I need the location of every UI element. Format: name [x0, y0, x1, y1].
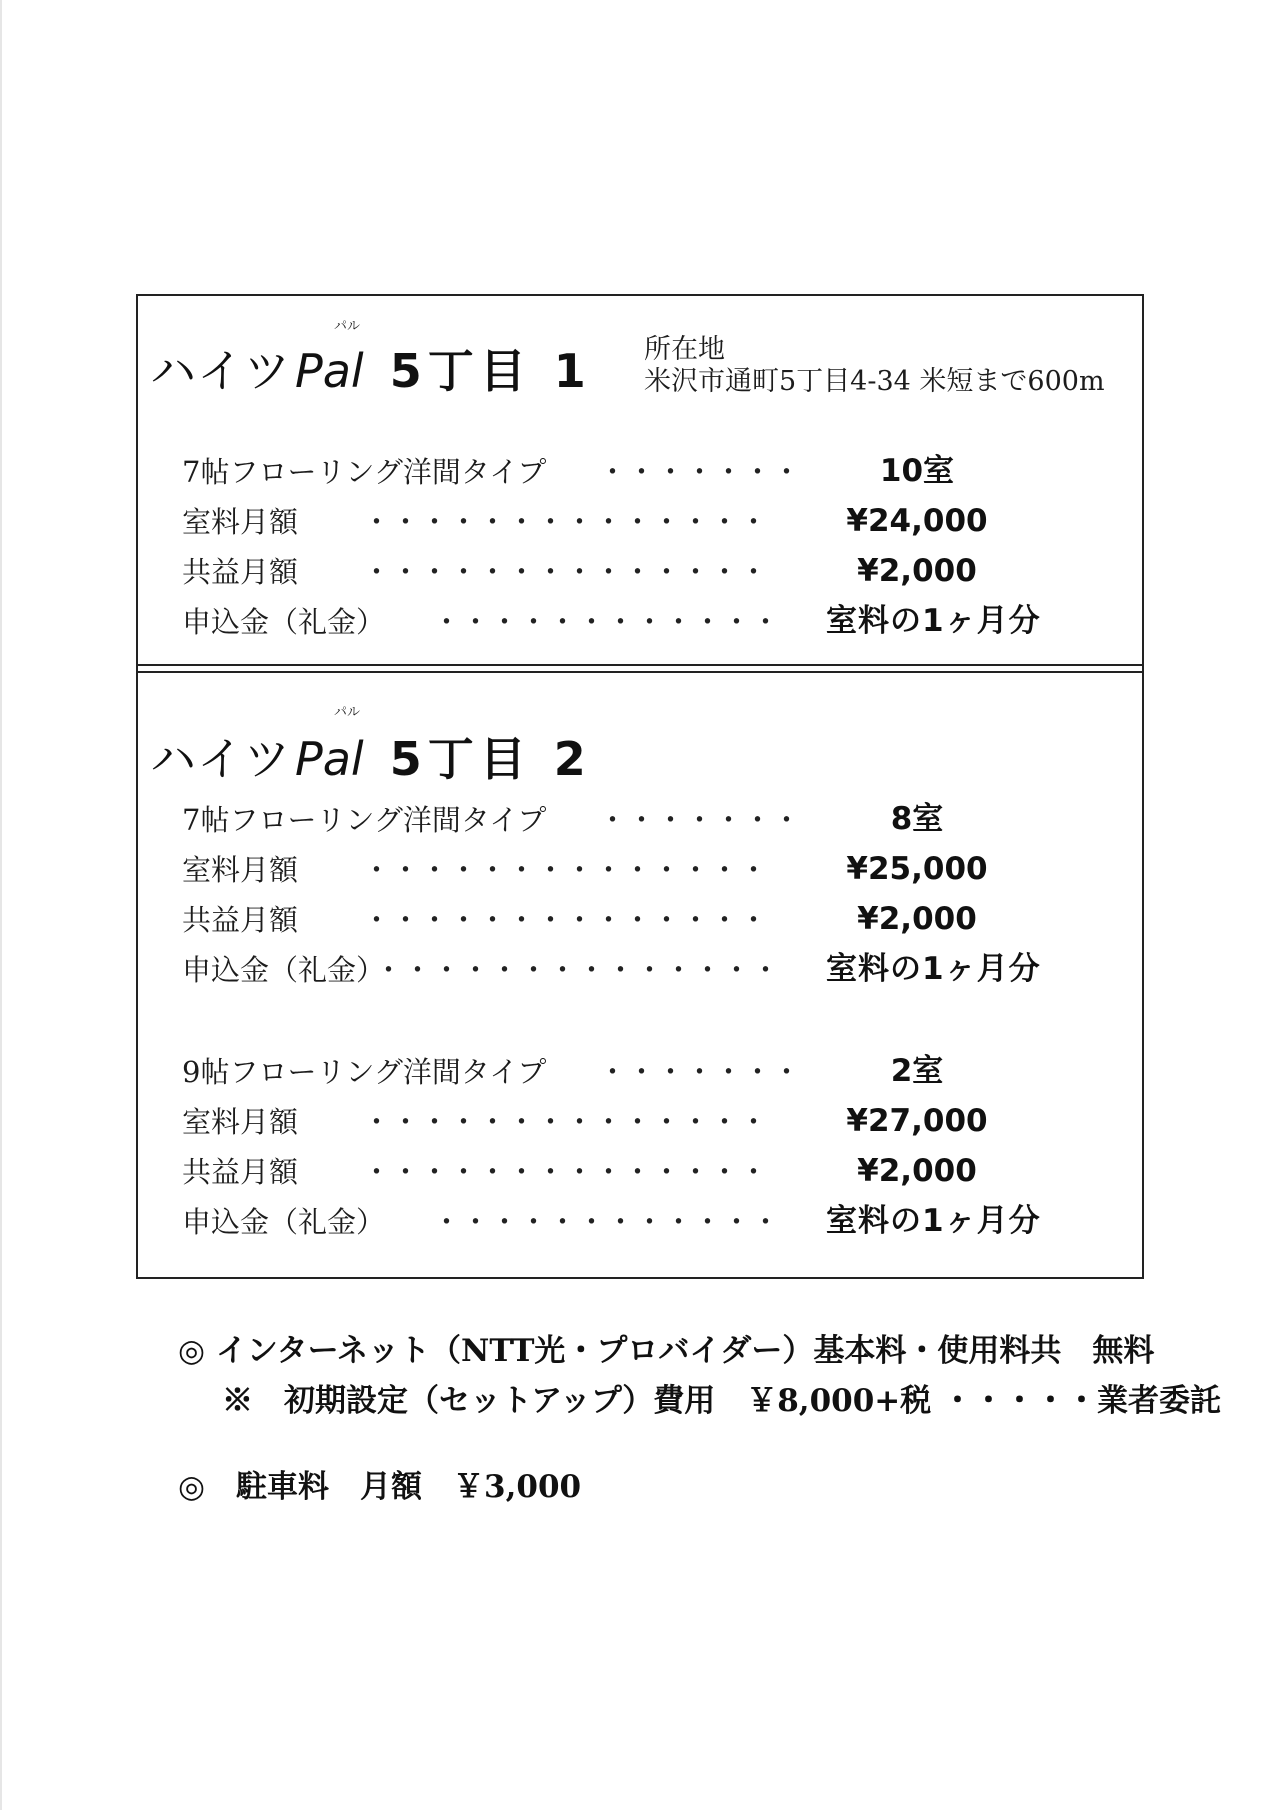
building-2-row-deposit-7: [138, 948, 1146, 992]
row-label: 申込金（礼金）: [182, 605, 386, 639]
row-label: 室料月額: [182, 1105, 299, 1139]
section-divider: [138, 664, 1142, 673]
building-1-pal: Pal: [295, 344, 364, 398]
row-value: 2室: [890, 1053, 944, 1089]
row-label: 共益月額: [182, 903, 299, 937]
row-leader: ・・・・・・・・・・・・・・: [362, 1155, 769, 1189]
listing-box: [136, 294, 1144, 1279]
row-leader: ・・・・・・・: [598, 455, 802, 489]
building-1-name: ハイツ: [150, 344, 291, 398]
row-leader: ・・・・・・・・・・・・・・: [362, 853, 769, 887]
row-leader: ・・・・・・・・・・・・: [432, 1205, 781, 1239]
row-leader: ・・・・・・・・・・・・・・: [362, 505, 769, 539]
row-label: 9帖フローリング洋間タイプ: [182, 1055, 547, 1089]
location-label: 所在地: [644, 334, 725, 365]
internet-note: ◎ インターネット（NTT光・プロバイダー）基本料・使用料共 無料: [178, 1333, 1155, 1369]
row-value: ¥24,000: [846, 503, 988, 539]
building-2-block: 5丁目 2: [389, 732, 592, 786]
row-value: ¥2,000: [857, 553, 977, 589]
building-2-row-rent-7: [138, 848, 1146, 892]
row-value: ¥25,000: [846, 851, 988, 887]
building-2-title: [150, 732, 592, 786]
row-leader: ・・・・・・・・・・・・・・: [362, 555, 769, 589]
building-2-row-type-9: [138, 1050, 1146, 1094]
building-2-row-common-7: [138, 898, 1146, 942]
building-1-block: 5丁目 1: [389, 344, 592, 398]
parking-note: ◎ 駐車料 月額 ￥3,000: [178, 1469, 582, 1505]
row-value: 室料の1ヶ月分: [826, 1203, 1041, 1239]
row-label: 申込金（礼金）: [182, 953, 386, 987]
location-address: 米沢市通町5丁目4-34 米短まで600m: [644, 366, 1105, 397]
row-value: ¥2,000: [857, 1153, 977, 1189]
row-value: ¥27,000: [846, 1103, 988, 1139]
row-leader: ・・・・・・・・・・・・: [432, 605, 781, 639]
building-2-name: ハイツ: [150, 732, 291, 786]
building-1-title: [150, 344, 592, 398]
page-edge: [0, 0, 2, 1810]
row-leader: ・・・・・・・・・・・・・・: [374, 953, 781, 987]
row-label: 申込金（礼金）: [182, 1205, 386, 1239]
setup-fee-note: ※ 初期設定（セットアップ）費用 ￥8,000+税 ・・・・・業者委託: [222, 1383, 1222, 1419]
row-value: 室料の1ヶ月分: [826, 951, 1041, 987]
building-2-row-deposit-9: [138, 1200, 1146, 1244]
building-1-location: [644, 334, 1105, 398]
row-leader: ・・・・・・・・・・・・・・: [362, 903, 769, 937]
row-label: 共益月額: [182, 1155, 299, 1189]
ruby-pal-1: パル: [334, 319, 361, 334]
building-1-row-common: [138, 550, 1146, 594]
row-label: 室料月額: [182, 853, 299, 887]
building-2-row-common-9: [138, 1150, 1146, 1194]
row-value: 8室: [890, 801, 944, 837]
building-2-pal: Pal: [295, 732, 364, 786]
building-2-row-type-7: [138, 798, 1146, 842]
building-2-row-rent-9: [138, 1100, 1146, 1144]
building-1-row-deposit: [138, 600, 1146, 644]
row-label: 7帖フローリング洋間タイプ: [182, 803, 547, 837]
row-value: 室料の1ヶ月分: [826, 603, 1041, 639]
row-label: 共益月額: [182, 555, 299, 589]
row-leader: ・・・・・・・・・・・・・・: [362, 1105, 769, 1139]
building-1-row-rent: [138, 500, 1146, 544]
row-leader: ・・・・・・・: [598, 803, 802, 837]
row-label: 7帖フローリング洋間タイプ: [182, 455, 547, 489]
ruby-pal-2: パル: [334, 705, 361, 720]
building-1-row-type: [138, 450, 1146, 494]
row-label: 室料月額: [182, 505, 299, 539]
row-value: 10室: [879, 453, 955, 489]
row-leader: ・・・・・・・: [598, 1055, 802, 1089]
row-value: ¥2,000: [857, 901, 977, 937]
